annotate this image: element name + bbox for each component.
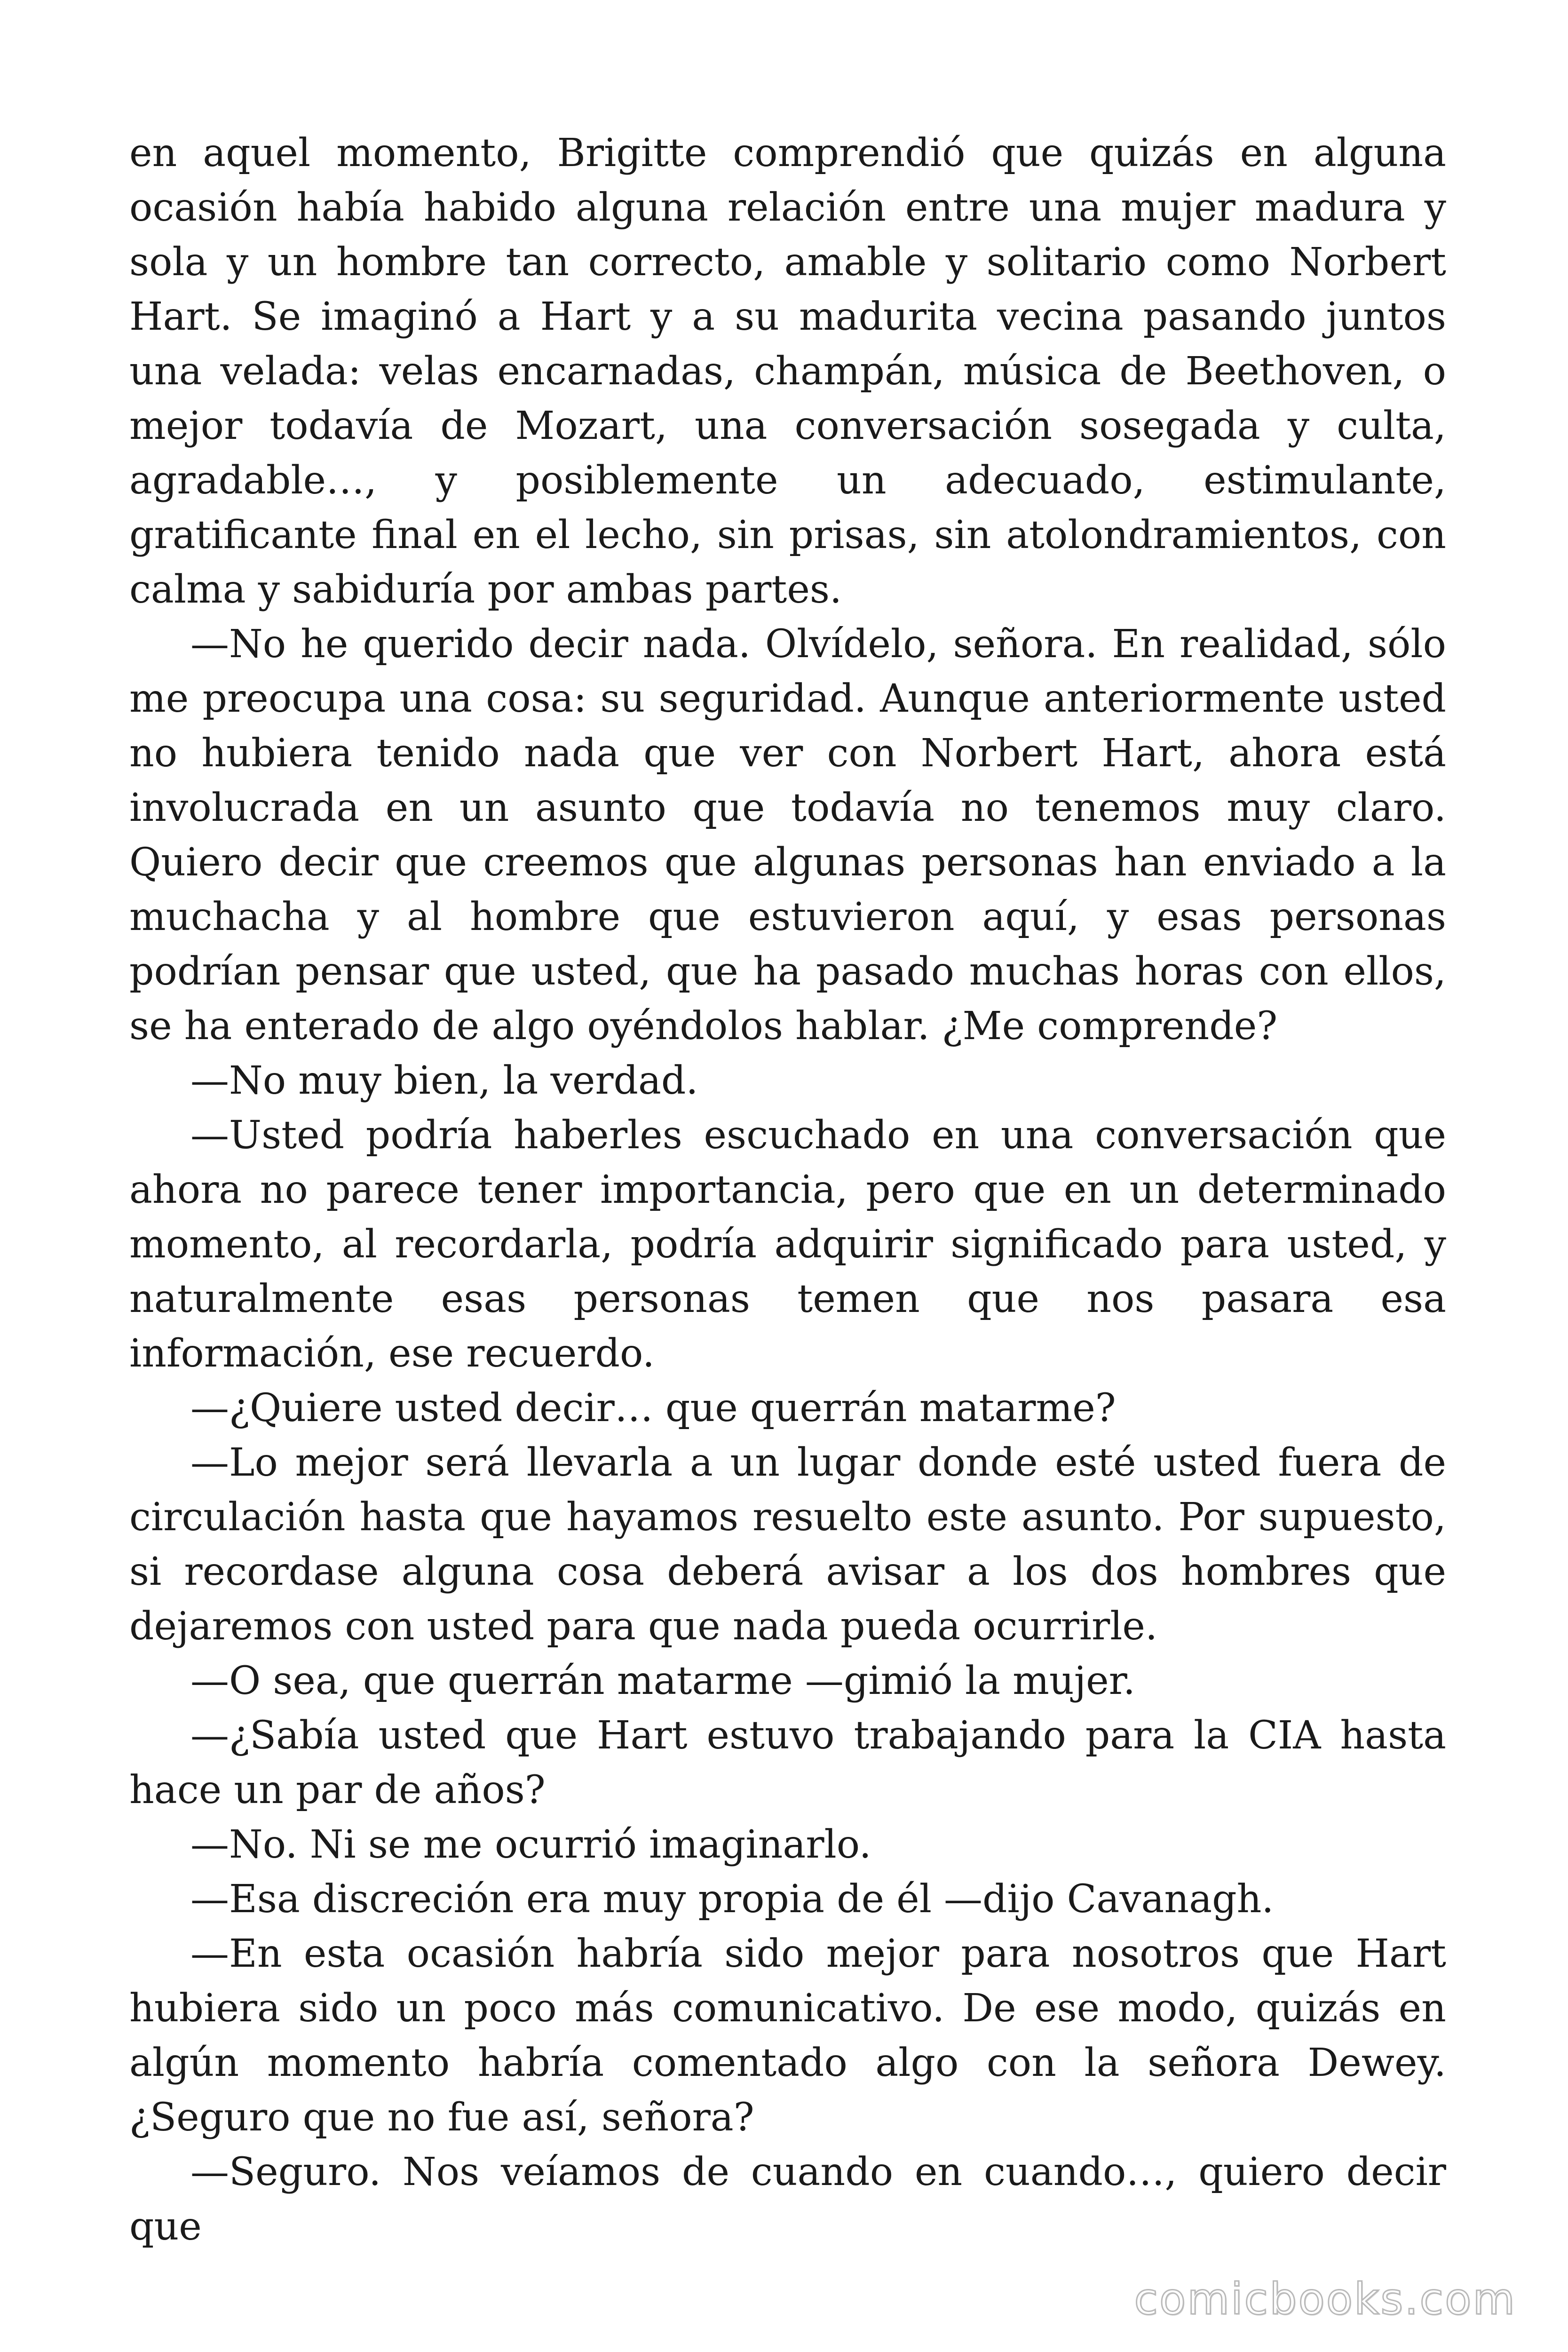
- paragraph-3: —No muy bien, la verdad.: [190, 1058, 698, 1103]
- paragraph-9: —No. Ni se me ocurrió imaginarlo.: [190, 1822, 871, 1867]
- paragraph-8: —¿Sabía usted que Hart estuvo trabajando para la CIA hasta hace un par de años?: [129, 1713, 1446, 1812]
- body-text: [129, 126, 1446, 2254]
- paragraph-1: en aquel momento, Brigitte comprendió que quizás en alguna ocasión había habido alguna relación entre una mujer madura y sola y un hombre tan correcto, amable y solitario como Norbert Hart. Se imaginó a Hart y a su madurita vecina pasando juntos una velada: velas encarnadas, champán, música de Beethoven, o mejor todavía de Mozart, una conversación sosegada y culta, agradable…, y posiblemente un adecuado, estimulante, gratificante final en el lecho, sin prisas, sin atolondramientos, con calma y sabiduría por ambas partes.: [129, 131, 1446, 612]
- paragraph-12: —Seguro. Nos veíamos de cuando en cuando…, quiero decir que: [129, 2150, 1446, 2249]
- paragraph-4: —Usted podría haberles escuchado en una conversación que ahora no parece tener importancia, pero que en un determinado momento, al recordarla, podría adquirir significado para usted, y naturalmente esas personas temen que nos pasara esa información, ese recuerdo.: [129, 1113, 1446, 1376]
- paragraph-5: —¿Quiere usted decir… que querrán matarme?: [190, 1386, 1116, 1430]
- watermark: comicbooks.com: [1134, 2274, 1516, 2324]
- paragraph-7: —O sea, que querrán matarme —gimió la mujer.: [190, 1659, 1135, 1703]
- paragraph-2: —No he querido decir nada. Olvídelo, señora. En realidad, sólo me preocupa una cosa: su seguridad. Aunque anteriormente usted no hubiera tenido nada que ver con Norbert Hart, ahora está involucrada en un asunto que todavía no tenemos muy claro. Quiero decir que creemos que algunas personas han enviado a la muchacha y al hombre que estuvieron aquí, y esas personas podrían pensar que usted, que ha pasado muchas horas con ellos, se ha enterado de algo oyéndolos hablar. ¿Me comprende?: [129, 622, 1446, 1049]
- paragraph-11: —En esta ocasión habría sido mejor para nosotros que Hart hubiera sido un poco más comunicativo. De ese modo, quizás en algún momento habría comentado algo con la señora Dewey. ¿Seguro que no fue así, señora?: [129, 1931, 1446, 2140]
- paragraph-10: —Esa discreción era muy propia de él —dijo Cavanagh.: [190, 1877, 1274, 1922]
- paragraph-6: —Lo mejor será llevarla a un lugar donde esté usted fuera de circulación hasta que hayamos resuelto este asunto. Por supuesto, si recordase alguna cosa deberá avisar a los dos hombres que dejaremos con usted para que nada pueda ocurrirle.: [129, 1440, 1446, 1649]
